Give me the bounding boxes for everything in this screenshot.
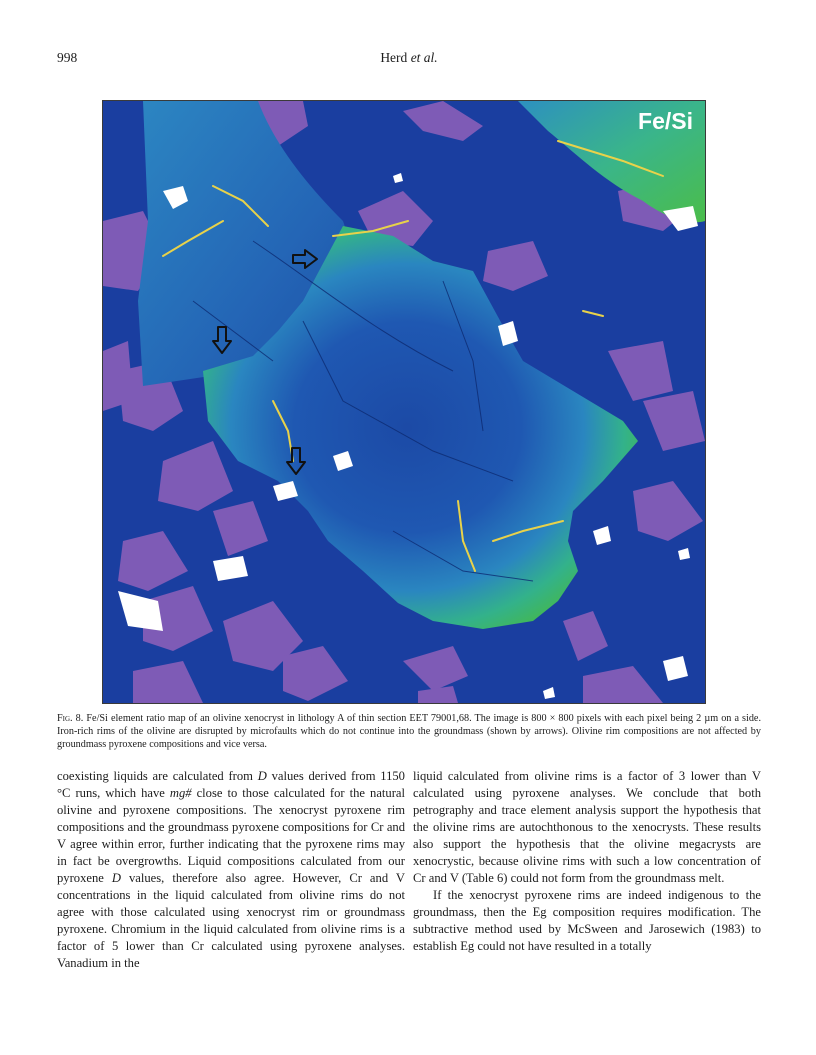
element-ratio-map-figure <box>102 100 706 704</box>
body-text-italic: D <box>257 769 267 783</box>
body-paragraph: If the xenocryst pyroxene rims are indeed indigenous to the groundmass, then the Eg composition requires modification. The subtractive method used by McSween and Jarosewich (1983) to establish Eg could not have resulted in a totally <box>413 888 761 953</box>
page-header <box>57 50 761 68</box>
running-head-etal: et al. <box>410 50 438 65</box>
fe-si-map-image <box>103 101 705 703</box>
body-text-italic: mg# <box>169 786 192 800</box>
figure-caption <box>57 712 761 751</box>
running-head <box>57 50 761 66</box>
body-column-right <box>413 768 761 955</box>
body-text-italic: D <box>111 871 121 885</box>
body-paragraph: liquid calculated from olivine rims is a factor of 3 lower than V calculated using pyroxene analyses. We conclude that both petrography and trace element analysis support the hypothesis that the olivine rims are autochthonous to the xenocrysts. These results also support the hypothesis that the olivine megacrysts are xenocrystic, because olivine rims with such a low concentration of Cr and V (Table 6) could not form from the groundmass melt. <box>413 769 761 885</box>
caption-text: Fe/Si element ratio map of an olivine xenocryst in lithology A of thin section EET 79001,68. The image is 800 × 800 pixels with each pixel being 2 µm on a side. Iron-rich rims of the olivine are disrupted by microfaults which do not continue into the groundmass (shown by arrows). Olivine rim compositions are not affected by groundmass pyroxene compositions and vice versa. <box>57 713 761 750</box>
body-text: coexisting liquids are calculated from <box>57 769 258 783</box>
body-paragraph <box>57 768 405 972</box>
figure-label: Fig. 8. <box>57 713 84 724</box>
body-text: values, therefore also agree. However, Cr and V concentrations in the liquid calculated from olivine rims do not agree with those calculated using xenocryst rim or groundmass pyroxene. Chromium in the liquid calculated from olivine rims is a factor of 5 lower than Cr calculated using pyroxene analyses. Vanadium in the <box>57 871 405 970</box>
body-text: close to those calculated for the natural olivine and pyroxene compositions. The xenocryst pyroxene rim compositions and the groundmass pyroxene compositions for Cr and V agree within error, further indicating that the pyroxene rims may in fact be overgrowths. Liquid compositions calculated from our pyroxene <box>57 786 405 885</box>
body-text: values derived from 1150 °C runs, which have <box>57 769 405 800</box>
map-label: Fe/Si <box>638 108 693 134</box>
page-number: 998 <box>57 50 78 65</box>
body-column-left <box>57 768 405 972</box>
running-head-authors: Herd <box>380 50 411 65</box>
